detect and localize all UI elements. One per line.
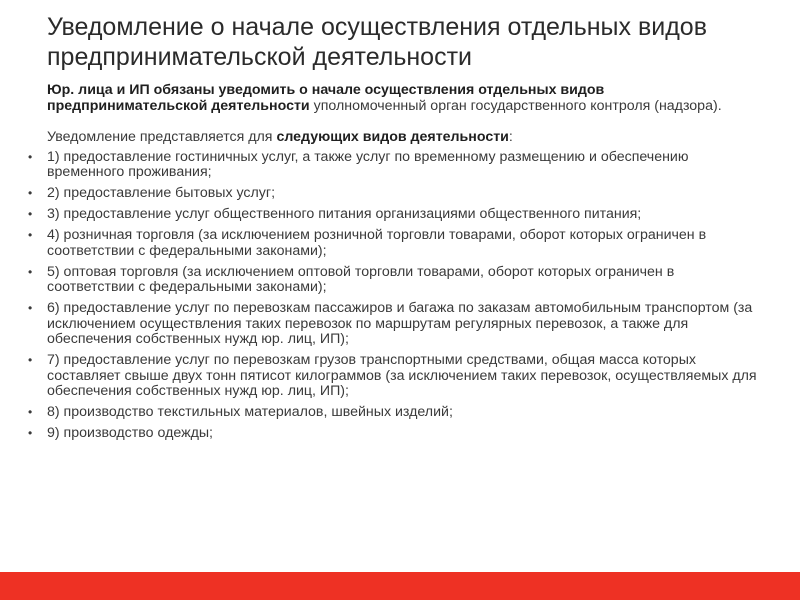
- bullet-icon: •: [28, 353, 33, 367]
- list-item-text: 1) предоставление гостиничных услуг, а также услуг по временному размещению и обеспечению временного проживания;: [47, 148, 689, 180]
- bullet-icon: •: [28, 426, 33, 440]
- activities-list: [28, 148, 762, 442]
- list-item-text: 3) предоставление услуг общественного питания организациями общественного питания;: [47, 206, 642, 222]
- list-item-text: 9) производство одежды;: [47, 425, 213, 441]
- bullet-icon: •: [28, 207, 33, 221]
- bullet-icon: •: [28, 149, 33, 164]
- list-item-text: 5) оптовая торговля (за исключением оптовой торговли товарами, оборот которых ограничен в соответствии с федеральными законами);: [47, 263, 675, 295]
- intro-paragraph: [47, 83, 762, 114]
- list-lead: [47, 130, 762, 146]
- lead-text: Уведомление представляется для: [47, 129, 277, 145]
- lead-bold-text: следующих видов деятельности: [276, 129, 509, 145]
- intro-bold-text: Юр. лица и ИП обязаны уведомить о начале осуществления отдельных видов предпринимательской деятельности: [47, 82, 605, 114]
- intro-rest-text: уполномоченный орган государственного контроля (надзора).: [309, 97, 722, 114]
- list-item: [28, 207, 762, 223]
- bullet-icon: •: [28, 228, 33, 242]
- list-item: [28, 265, 762, 296]
- list-item: [28, 228, 762, 259]
- list-item-text: 7) предоставление услуг по перевозкам грузов транспортными средствами, общая масса которых составляет свыше двух тонн пятисот килограммов (за исключением таких перевозок, осуществляемых для обеспечения собственных нужд юр. лиц, ИП);: [47, 352, 757, 399]
- list-item-text: 4) розничная торговля (за исключением розничной торговли товарами, оборот которых ограничен в соответствии с федеральными законами);: [47, 227, 707, 259]
- list-item-text: 8) производство текстильных материалов, швейных изделий;: [47, 404, 453, 420]
- list-item: [28, 426, 762, 442]
- slide-title: Уведомление о начале осуществления отдельных видов предпринимательской деятельности: [47, 13, 707, 71]
- bullet-icon: •: [28, 264, 33, 279]
- slide-body: [28, 82, 762, 447]
- list-item: [28, 301, 762, 348]
- lead-end: :: [508, 129, 513, 145]
- bullet-icon: •: [28, 405, 33, 419]
- bullet-icon: •: [28, 301, 33, 315]
- bullet-icon: •: [28, 186, 33, 200]
- list-item: [28, 150, 762, 181]
- list-item-text: 6) предоставление услуг по перевозкам пассажиров и багажа по заказам автомобильным транспортом (за исключением осуществления таких перевозок по маршрутам регулярных перевозок, а также для обеспечения собственных нужд юр. лиц, ИП);: [47, 300, 753, 347]
- list-item: [28, 353, 762, 400]
- list-item: [28, 186, 762, 202]
- accent-footer-bar: [0, 572, 800, 600]
- list-item-text: 2) предоставление бытовых услуг;: [47, 185, 276, 201]
- list-item: [28, 405, 762, 421]
